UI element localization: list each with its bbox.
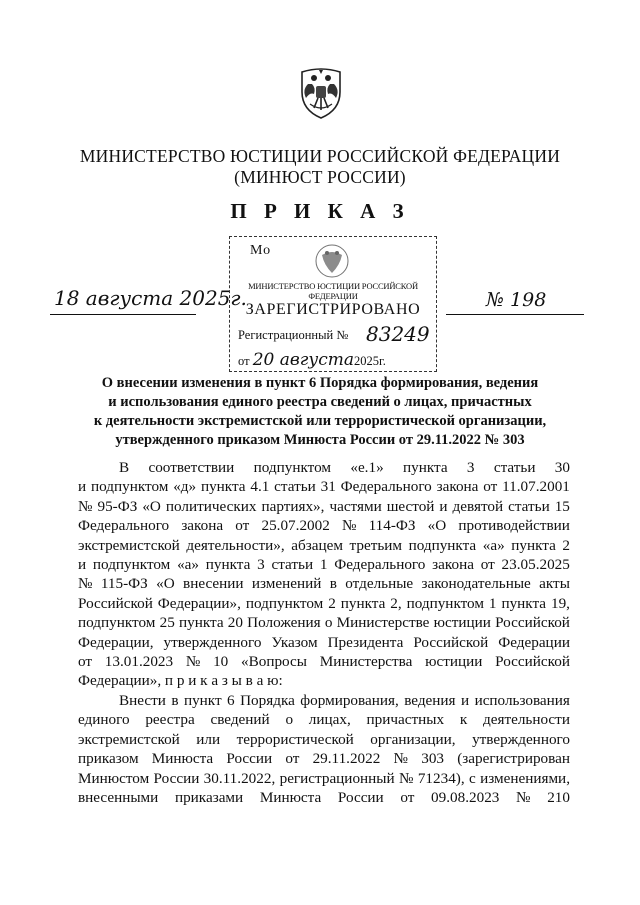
body-word: Российской xyxy=(495,614,570,632)
stamp-date-handwritten: 20 августа xyxy=(252,350,354,370)
order-date-underline xyxy=(50,314,196,315)
body-word: реестра xyxy=(145,711,195,729)
body-word: от xyxy=(78,653,93,671)
body-word: соответствии xyxy=(148,459,235,476)
body-word: Российской xyxy=(413,633,489,651)
body-word: абзацем xyxy=(291,536,343,554)
body-word: 4.1 xyxy=(250,478,270,496)
body-word: приказом xyxy=(78,750,139,768)
body-word: Российской xyxy=(495,653,570,671)
body-word: организации, xyxy=(370,730,456,748)
body-word: «О xyxy=(156,575,175,593)
body-word: Федерации», xyxy=(157,594,241,612)
body-word: 30.11.2022, xyxy=(203,769,276,787)
body-word: 1 xyxy=(488,594,497,612)
body-word: России xyxy=(226,750,273,768)
coat-of-arms-icon xyxy=(296,64,346,120)
body-line xyxy=(78,749,570,768)
body-line xyxy=(78,497,570,516)
body-line xyxy=(78,691,570,710)
body-line: Федерации», п р и к а з ы в а ю: xyxy=(78,672,283,690)
stamp-reg-row xyxy=(238,322,430,346)
body-word: 2 xyxy=(562,536,570,554)
body-word: № xyxy=(341,517,357,535)
body-word: 25.07.2002 xyxy=(261,517,330,535)
body-word: Внести xyxy=(119,691,166,709)
body-word: «д» xyxy=(173,478,197,496)
body-word: № xyxy=(185,653,201,671)
body-word: № xyxy=(516,788,531,806)
body-word: 20 xyxy=(227,614,243,632)
body-word: сведений xyxy=(210,711,270,729)
body-word: закона xyxy=(181,517,224,535)
body-word: Министерства xyxy=(319,653,413,671)
body-word: террористической xyxy=(236,730,354,748)
order-title xyxy=(60,374,580,450)
body-word: 3 xyxy=(257,556,265,574)
body-word: подпунктом xyxy=(406,594,484,612)
body-word: «а» xyxy=(177,556,199,574)
body-line xyxy=(78,633,570,652)
body-word: формирования, xyxy=(300,691,399,709)
order-date: 18 августа 2025г. xyxy=(54,286,247,310)
body-word: пункта xyxy=(511,536,556,554)
body-word: подпунктом xyxy=(90,478,169,496)
ministry-short-name: (МИНЮСТ РОССИИ) xyxy=(234,167,406,187)
stamp-registered: ЗАРЕГИСТРИРОВАНО xyxy=(245,301,421,318)
body-word: 13.01.2023 xyxy=(104,653,174,671)
body-word: третьим xyxy=(349,536,402,554)
body-word: с xyxy=(468,769,476,787)
body-word: от xyxy=(480,556,495,574)
body-word: № xyxy=(398,769,414,787)
body-word: 1 xyxy=(319,556,328,574)
body-word: подпункта xyxy=(408,536,477,554)
body-word: юстиции xyxy=(425,653,483,671)
body-word: Минюстом xyxy=(78,769,150,787)
body-word: или xyxy=(196,730,221,748)
stamp-date-year: 2025г. xyxy=(353,354,386,368)
title-line: и использования единого реестра сведений о лицах, причастных xyxy=(108,394,532,410)
body-word: пункта xyxy=(200,478,246,496)
body-line xyxy=(78,710,570,729)
body-line xyxy=(78,516,570,535)
body-word: Указом xyxy=(271,633,318,651)
body-word: причастных xyxy=(366,711,445,729)
body-word: Федерального xyxy=(78,517,170,535)
body-word: о xyxy=(324,614,333,632)
body-word: пункт xyxy=(183,691,222,709)
body-word: и xyxy=(439,497,448,515)
body-word: статьи xyxy=(271,556,314,574)
body-word: изменениями, xyxy=(480,769,570,787)
body-word: утвержденного xyxy=(472,730,570,748)
body-word: в xyxy=(171,691,179,709)
body-word: закона xyxy=(436,478,479,496)
body-line xyxy=(78,536,570,555)
body-word: от xyxy=(285,750,300,768)
body-word: экстремистской xyxy=(78,536,180,554)
body-word: «Вопросы xyxy=(241,653,307,671)
registration-stamp xyxy=(229,236,437,372)
body-word: законодательные xyxy=(421,575,531,593)
stamp-reg-number: 83249 xyxy=(366,322,430,346)
stamp-date-prefix: от xyxy=(238,354,250,368)
body-word: 19, xyxy=(550,594,570,612)
body-word: Федерального xyxy=(334,556,426,574)
body-word: пункта xyxy=(403,459,448,476)
body-word: к xyxy=(459,711,468,729)
body-line xyxy=(78,594,570,613)
body-word: 31 xyxy=(320,478,336,496)
body-word: утвержденного xyxy=(163,633,262,651)
body-word: Президента xyxy=(327,633,404,651)
body-word: пункта xyxy=(205,556,251,574)
body-word: подпунктом xyxy=(245,594,324,612)
order-body xyxy=(78,458,570,807)
body-word: 210 xyxy=(547,788,570,806)
stamp-date-row xyxy=(238,350,386,370)
body-word: 15 xyxy=(554,497,570,515)
title-line: утвержденного приказом Минюста России от 29.11.2022 № 303 xyxy=(115,432,525,448)
body-word: деятельности xyxy=(483,711,570,729)
body-word: отдельные xyxy=(345,575,414,593)
body-word: 71234), xyxy=(417,769,465,787)
body-word: о xyxy=(285,711,294,729)
title-line: к деятельности экстремистской или террористической организации, xyxy=(93,413,547,429)
body-word: деятельности», xyxy=(186,536,285,554)
body-word: статьи xyxy=(493,459,536,476)
body-word: регистрационный xyxy=(279,769,395,787)
body-line xyxy=(78,730,570,749)
body-word: от xyxy=(483,478,498,496)
body-word: использования xyxy=(474,691,570,709)
body-line xyxy=(78,574,570,593)
body-word: пункта xyxy=(340,594,386,612)
body-word: 29.11.2022 xyxy=(312,750,381,768)
body-line xyxy=(78,477,570,496)
body-word: пункта xyxy=(178,614,224,632)
body-word: и xyxy=(78,478,87,496)
body-word: 2 xyxy=(328,594,336,612)
body-word: внесении xyxy=(183,575,244,593)
body-word: закона xyxy=(432,556,474,574)
body-line xyxy=(78,769,570,788)
body-word: «О xyxy=(142,497,161,515)
body-word: России xyxy=(337,788,384,806)
body-word: 09.08.2023 xyxy=(431,788,500,806)
body-word: Федерации xyxy=(498,633,570,651)
body-word: Положения xyxy=(247,614,321,632)
body-word: и xyxy=(460,691,470,709)
body-word: и xyxy=(78,556,87,574)
body-word: № xyxy=(78,497,93,515)
body-word: № xyxy=(393,750,409,768)
body-word: Минюста xyxy=(151,750,214,768)
body-word: Российской xyxy=(78,594,153,612)
body-word: акты xyxy=(539,575,570,593)
body-line xyxy=(78,652,570,671)
body-line xyxy=(78,555,570,574)
body-word: внесенными xyxy=(78,788,159,806)
body-word: в xyxy=(329,575,337,593)
body-word: статьи xyxy=(274,478,316,496)
body-word: «О xyxy=(427,517,447,535)
body-word: Федерации, xyxy=(78,633,154,651)
body-word: 10 xyxy=(213,653,229,671)
body-word: статьи xyxy=(508,497,550,515)
body-word: ведения xyxy=(404,691,456,709)
order-number-underline xyxy=(446,314,584,315)
body-word: 95-ФЗ xyxy=(97,497,138,515)
body-word: 114-ФЗ xyxy=(368,517,416,535)
body-line xyxy=(78,788,570,807)
body-word: (зарегистрирован xyxy=(457,750,570,768)
body-word: России xyxy=(153,769,200,787)
body-word: пункта xyxy=(501,594,547,612)
stamp-reg-label: Регистрационный № xyxy=(238,328,349,342)
body-word: лицах, xyxy=(308,711,351,729)
body-word: подпунктом xyxy=(92,556,171,574)
body-word: 25 xyxy=(159,614,175,632)
body-word: приказами xyxy=(174,788,244,806)
body-word: от xyxy=(235,517,250,535)
body-word: противодействии xyxy=(458,517,570,535)
body-word: 30 xyxy=(554,459,570,476)
body-word: «е.1» xyxy=(350,459,384,476)
ministry-name: МИНИСТЕРСТВО ЮСТИЦИИ РОССИЙСКОЙ ФЕДЕРАЦИИ xyxy=(79,146,561,166)
body-word: 11.07.2001 xyxy=(502,478,570,496)
body-word: изменений xyxy=(251,575,322,593)
body-word: 23.05.2025 xyxy=(501,556,570,574)
body-word: 2, xyxy=(390,594,402,612)
body-word: частями xyxy=(329,497,382,515)
ministry-header xyxy=(40,146,600,188)
body-word: девятой xyxy=(452,497,504,515)
body-word: 6 xyxy=(227,691,235,709)
body-word: подпунктом xyxy=(253,459,332,476)
body-word: от xyxy=(400,788,415,806)
body-word: шестой xyxy=(386,497,435,515)
body-word: партиях», xyxy=(261,497,325,515)
body-word: Минюста xyxy=(259,788,322,806)
body-word: Министерстве xyxy=(336,614,430,632)
order-number: № 198 xyxy=(486,289,547,311)
body-word: 3 xyxy=(466,459,475,476)
body-word: единого xyxy=(78,711,130,729)
stamp-ministry: МИНИСТЕРСТВО ЮСТИЦИИ РОССИЙСКОЙ ФЕДЕРАЦИИ xyxy=(248,281,418,301)
body-word: политических xyxy=(165,497,257,515)
body-word: 303 xyxy=(421,750,444,768)
body-word: Федерального xyxy=(340,478,432,496)
stamp-emblem-icon xyxy=(312,241,352,281)
title-line: О внесении изменения в пункт 6 Порядка формирования, ведения xyxy=(101,375,539,391)
body-line xyxy=(78,458,570,477)
body-word: В xyxy=(119,459,130,476)
body-word: № xyxy=(78,575,93,593)
body-word: «а» xyxy=(482,536,505,554)
body-word: подпунктом xyxy=(78,614,156,632)
body-word: 115-ФЗ xyxy=(100,575,148,593)
body-word: экстремистской xyxy=(78,730,180,748)
body-word: Порядка xyxy=(240,691,295,709)
body-line xyxy=(78,613,570,632)
document-type: П Р И К А З xyxy=(230,199,410,223)
stamp-city: Мо xyxy=(250,243,272,258)
body-word: юстиции xyxy=(433,614,491,632)
